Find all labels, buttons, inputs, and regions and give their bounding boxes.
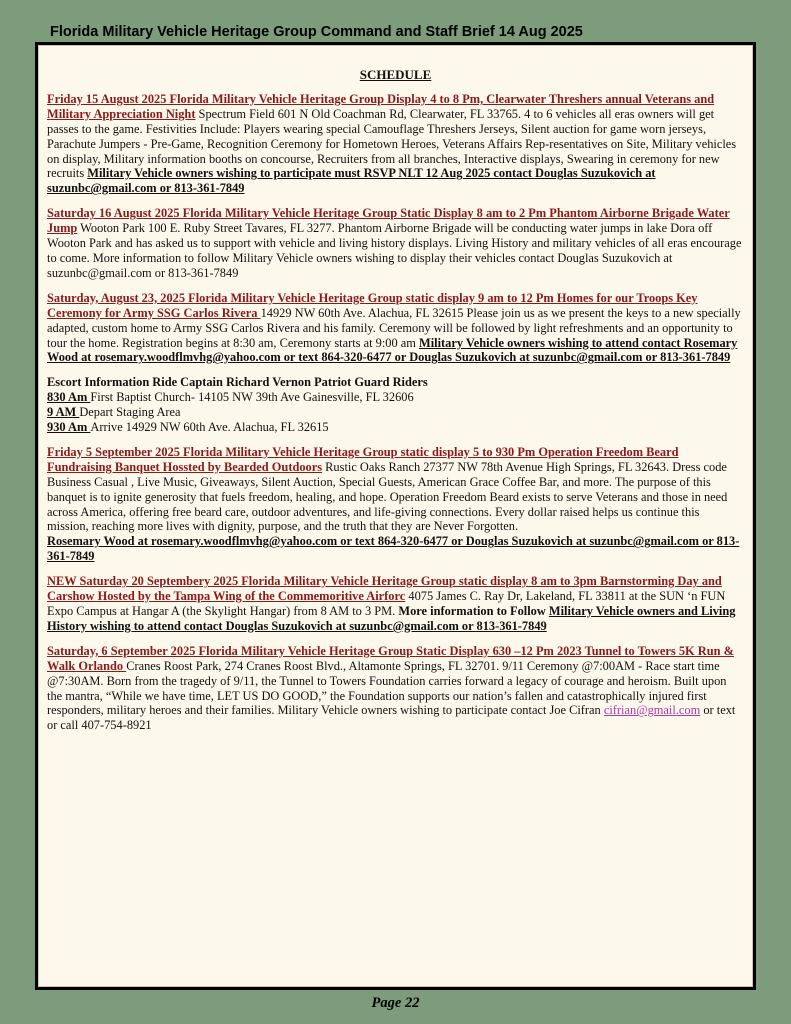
event-body: 14929 NW 60th Ave. Alachua, FL 32615 Please join us as we present the keys to a new specially adapted, custom home to Army SSG Carlos Rivera and his family. Ceremony will be followed by light refreshments and an opportunity to tour the home. Registration begins at 8:30 am, Ceremony starts at 9:00 am	[47, 305, 741, 350]
event-body: 4075 James C. Ray Dr, Lakeland, FL 33811 at the SUN ‘n FUN Expo Campus at Hangar A (the Skylight Hangar) from 8 AM to 3 PM.	[47, 589, 726, 618]
event-contact: Rosemary Wood at rosemary.woodflmvhg@yahoo.com or text 864-320-6477 or Douglas Suzukovich at suzunbc@gmail.com or 813-361-7849	[47, 534, 740, 564]
escort-text: First Baptist Church- 14105 NW 39th Ave Gainesville, FL 32606	[90, 390, 414, 405]
event-contact: Military Vehicle owners and Living History wishing to attend contact Douglas Suzukovich at suzunbc@gmail.com or 813-361-7849	[47, 604, 736, 633]
event-heading: Saturday, August 23, 2025 Florida Military Vehicle Heritage Group static display 9 am to 12 Pm Homes for our Troops Key Ceremony for Army SSG Carlos Rivera	[47, 290, 698, 320]
escort-time: 830 Am	[47, 390, 91, 405]
event-heading: Friday 5 September 2025 Florida Military Vehicle Heritage Group static display 5 to 930 Pm Operation Freedom Beard Fundraising Banquet Hossted by Bearded Outdoors	[47, 444, 679, 474]
page-number: Page 22	[371, 995, 420, 1011]
event-entry-5	[47, 574, 744, 634]
event-body: Rustic Oaks Ranch 27377 NW 78th Avenue High Springs, FL 32643. Dress code Business Casual , Live Music, Giveaways, Silent Auction, Special Guests, American Grace Coffee Bar, and more. The purpose of this banquet is to ignite generosity that fuels freedom, healing, and hope. Operation Freedom Beard exists to serve Veterans and those in need across America, offering free beard care, outdoor adventures, and life-giving connections. Every dollar raised helps us continue this mission, reaching more lives with dignity, purpose, and the truth that they are Never Forgotten.	[47, 459, 728, 534]
newsletter-title: Florida Military Vehicle Heritage Group Command and Staff Brief 14 Aug 2025	[50, 24, 583, 40]
event-heading: Friday 15 August 2025 Florida Military Vehicle Heritage Group Display 4 to 8 Pm, Clearwater Threshers annual Veterans and Military Appreciation Night	[47, 91, 715, 121]
event-entry-3	[47, 291, 744, 366]
escort-row	[47, 420, 744, 435]
event-entry-4	[47, 445, 744, 564]
escort-time: 9 AM	[47, 405, 80, 420]
event-contact: Military Vehicle owners wishing to participate must RSVP NLT 12 Aug 2025 contact Douglas Suzukovich at suzunbc@gmail.com or 813-361-7849	[47, 166, 656, 196]
event-more-info: More information to Follow	[398, 604, 549, 618]
escort-row	[47, 405, 744, 420]
content-frame	[35, 42, 756, 990]
event-entry-2	[47, 206, 744, 281]
escort-text: Depart Staging Area	[79, 405, 181, 420]
event-entry-6	[47, 644, 744, 733]
escort-time: 930 Am	[47, 420, 91, 435]
event-heading: Saturday 16 August 2025 Florida Military Vehicle Heritage Group Static Display 8 am to 2 Pm Phantom Airborne Brigade Water Jump	[47, 206, 730, 236]
event-entry-1	[47, 92, 744, 196]
event-body: Cranes Roost Park, 274 Cranes Roost Blvd., Altamonte Springs, FL 32701. 9/11 Ceremony @7:00AM - Race start time @7:30AM. Born from the tragedy of 9/11, the Tunnel to Towers Foundation carries forward a legacy of courage and heroism. Built upon the mantra, “While we have time, LET US DO GOOD,” the Foundation supports our nation’s fallen and catastrophically injured first responders, military heroes and their families. Military Vehicle owners wishing to participate contact Joe Cifran	[47, 658, 727, 718]
escort-text: Arrive 14929 NW 60th Ave. Alachua, FL 32615	[90, 420, 329, 435]
event-heading: Saturday, 6 September 2025 Florida Military Vehicle Heritage Group Static Display 630 –12 Pm 2023 Tunnel to Towers 5K Run & Walk Orlando	[47, 643, 734, 673]
event-contact: Military Vehicle owners wishing to attend contact Rosemary Wood at rosemary.woodflmvhg@yahoo.com or text 864-320-6477 or Douglas Suzukovich at suzunbc@gmail.com or 813-361-7849	[47, 335, 738, 365]
event-tail: or text or call 407-754-8921	[47, 703, 736, 733]
escort-row	[47, 390, 744, 405]
escort-info	[47, 375, 744, 435]
page-header	[0, 0, 791, 42]
event-body: Wooton Park 100 E. Ruby Street Tavares, FL 3277. Phantom Airborne Brigade will be conducting water jumps in lake Dora off Wooton Park and has asked us to support with vehicle and living history displays. Living History and military vehicles of all eras encourage to come. More information to follow Military Vehicle owners wishing to display their vehicles contact Douglas Suzukovich at suzunbc@gmail.com or 813-361-7849	[47, 221, 742, 280]
content-panel	[38, 45, 753, 987]
escort-title: Escort Information Ride Captain Richard Vernon Patriot Guard Riders	[47, 375, 428, 390]
email-link[interactable]: cifrian@gmail.com	[603, 703, 701, 718]
schedule-heading: SCHEDULE	[359, 67, 432, 82]
event-heading: NEW Saturday 20 Septembery 2025 Florida Military Vehicle Heritage Group static display 8 am to 3pm Barnstorming Day and Carshow Hosted by the Tampa Wing of the Commemoritive Airforc	[47, 574, 722, 604]
event-body: Spectrum Field 601 N Old Coachman Rd, Clearwater, FL 33765. 4 to 6 vehicles all eras owners will get passes to the game. Festivities Include: Players wearing special Camouflage Threshers Jerseys, Silent auction for game worn jerseys, Parachute Jumpers - Pre-Game, Recognition Ceremony for Hometown Heroes, Veterans Affairs Rep-resentatives on Site, Military vehicles on display, Military information booths on concourse, Recruiters from all branches, Interactive displays, Swearing in ceremony for new recruits	[47, 106, 737, 181]
